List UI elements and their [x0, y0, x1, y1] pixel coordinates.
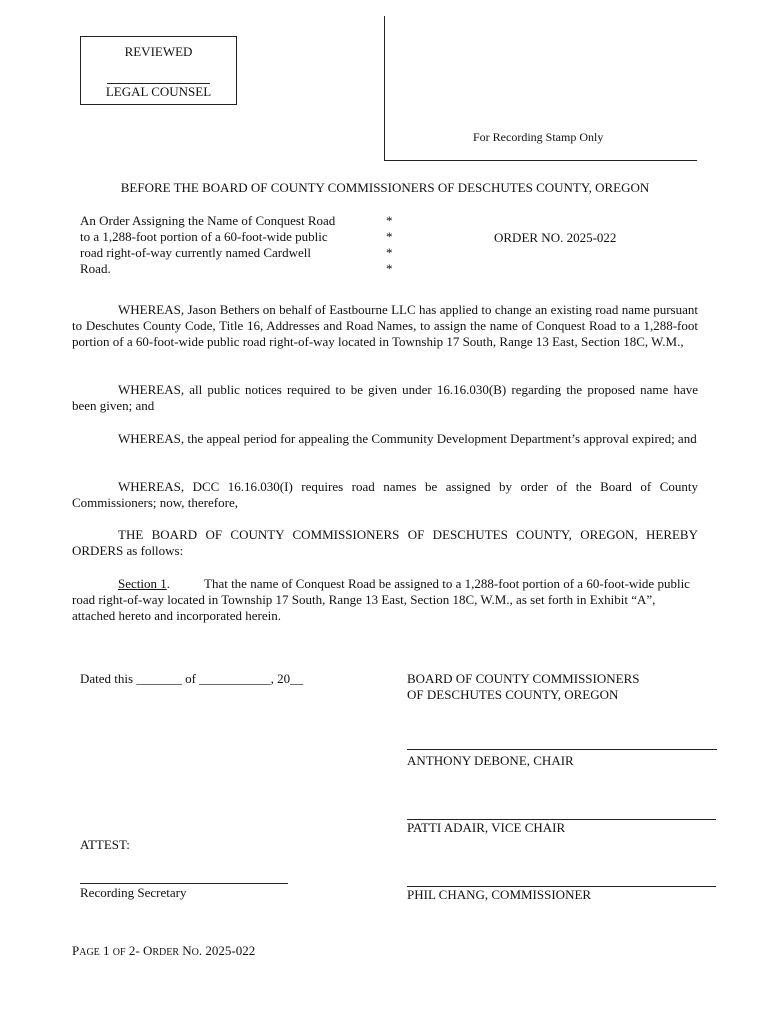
secretary-signature-line	[80, 883, 288, 884]
section-1-suffix: .	[166, 576, 170, 591]
board-line-2: OF DESCHUTES COUNTY, OREGON	[407, 687, 619, 702]
reviewed-title: REVIEWED	[124, 44, 193, 59]
paragraph-text: THE BOARD OF COUNTY COMMISSIONERS OF DESCHUTES COUNTY, OREGON, HEREBY ORDERS as follows:	[72, 527, 698, 558]
vice-chair-name: PATTI ADAIR, VICE CHAIR	[407, 820, 566, 835]
separator-star: *	[386, 245, 393, 260]
paragraph-text: WHEREAS, the appeal period for appealing the Community Development Department’s approval expired; and	[118, 431, 697, 446]
caption-line: An Order Assigning the Name of Conquest Road	[80, 213, 336, 228]
orders-paragraph	[72, 527, 698, 559]
stamp-area-border-left	[384, 16, 385, 161]
chair-signature-line	[407, 749, 717, 750]
separator-star: *	[386, 229, 393, 244]
whereas-paragraph-1	[72, 302, 698, 350]
separator-star: *	[386, 213, 393, 228]
whereas-paragraph-3	[72, 431, 698, 447]
page-footer: PAGE 1 OF 2- ORDER NO. 2025-022	[72, 943, 256, 958]
section-1-paragraph	[72, 576, 698, 624]
paragraph-text: WHEREAS, all public notices required to be given under 16.16.030(B) regarding the proposed name have been given; and	[72, 382, 698, 413]
caption-line: to a 1,288-foot portion of a 60-foot-wide public	[80, 229, 328, 244]
separator-star: *	[386, 261, 393, 276]
recording-stamp-label: For Recording Stamp Only	[473, 130, 604, 144]
whereas-paragraph-2	[72, 382, 698, 414]
caption-separator	[386, 213, 396, 277]
dated-line: Dated this _______ of ___________, 20__	[80, 671, 304, 686]
order-caption	[80, 213, 370, 277]
chair-name: ANTHONY DEBONE, CHAIR	[407, 753, 574, 768]
stamp-area-border-bottom	[384, 160, 697, 161]
commissioner-name: PHIL CHANG, COMMISSIONER	[407, 887, 592, 902]
board-line-1: BOARD OF COUNTY COMMISSIONERS	[407, 671, 640, 686]
caption-line: Road.	[80, 261, 111, 276]
legal-counsel-label: LEGAL COUNSEL	[105, 84, 212, 99]
paragraph-text: WHEREAS, DCC 16.16.030(I) requires road names be assigned by order of the Board of County Commissioners; now, therefore,	[72, 479, 698, 510]
paragraph-text: WHEREAS, Jason Bethers on behalf of Eastbourne LLC has applied to change an existing road name pursuant to Deschutes County Code, Title 16, Addresses and Road Names, to assign the name of Conquest Road to a 1,288-foot portion of a 60-foot-wide public road right-of-way located in Township 17 South, Range 13 East, Section 18C, W.M.,	[72, 302, 698, 349]
order-number: ORDER NO. 2025-022	[494, 230, 617, 245]
recording-secretary-label: Recording Secretary	[80, 885, 187, 900]
document-heading: BEFORE THE BOARD OF COUNTY COMMISSIONERS OF DESCHUTES COUNTY, OREGON	[120, 180, 650, 195]
reviewed-box	[80, 36, 237, 105]
board-name	[407, 671, 639, 703]
whereas-paragraph-4	[72, 479, 698, 511]
section-1-text: That the name of Conquest Road be assigned to a 1,288-foot portion of a 60-foot-wide public road right-of-way located in Township 17 South, Range 13 East, Section 18C, W.M., as set forth in Exhibit “A”, attached hereto and incorporated herein.	[72, 576, 690, 623]
section-1-label: Section 1	[118, 576, 167, 591]
caption-line: road right-of-way currently named Cardwell	[80, 245, 312, 260]
attest-label: ATTEST:	[80, 837, 130, 852]
